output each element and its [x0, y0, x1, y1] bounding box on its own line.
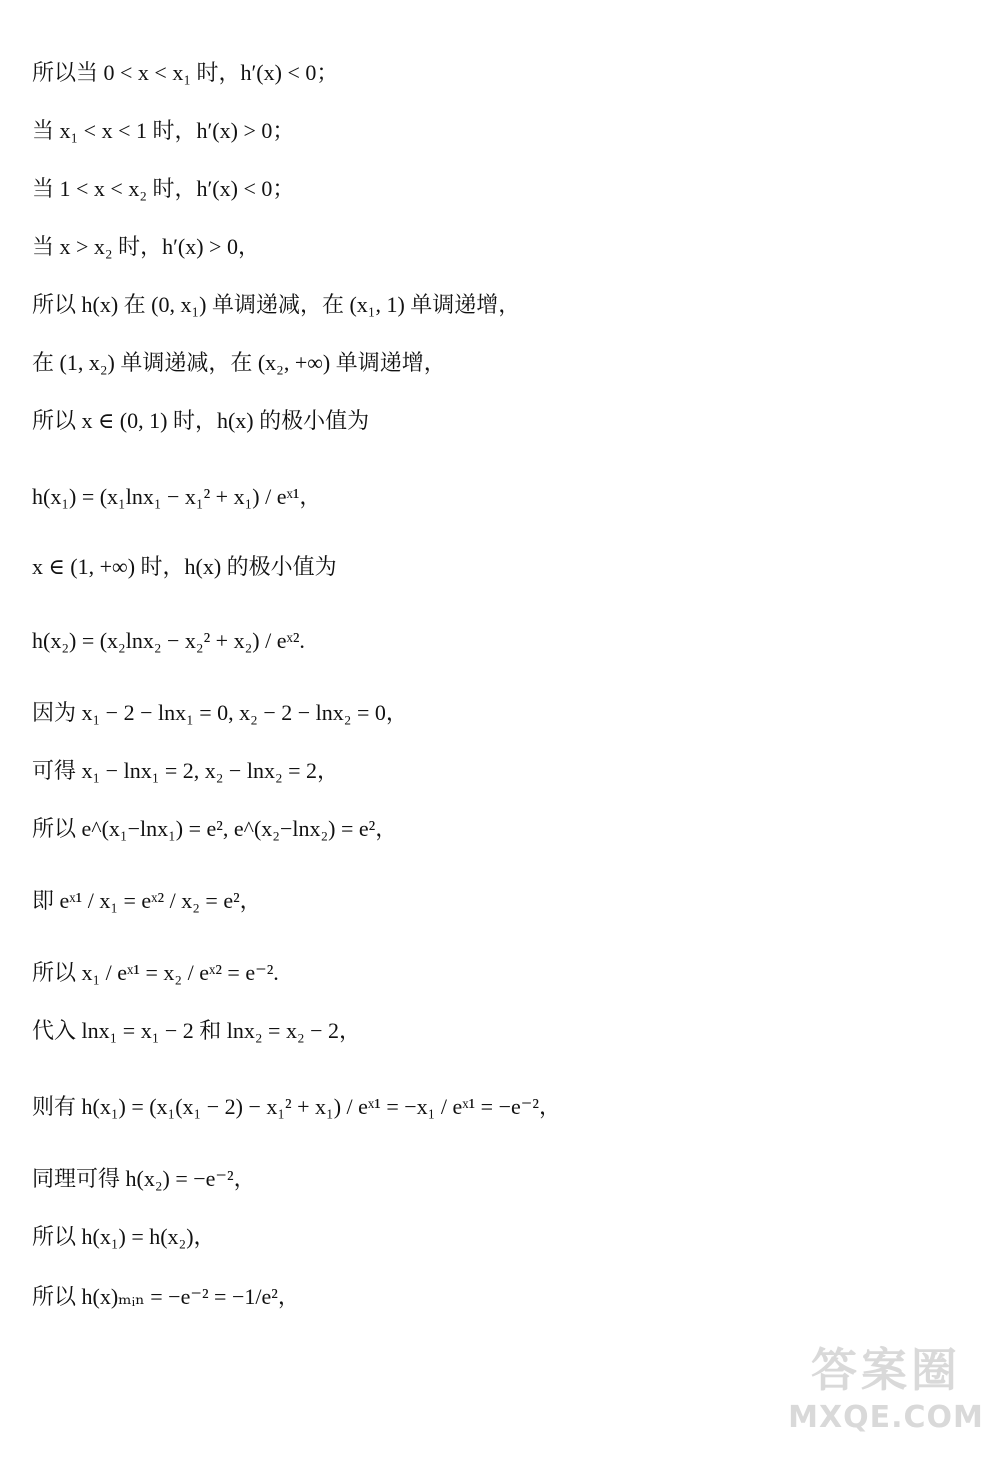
solution-line-4: 当 x > x₂ 时，h′(x) > 0， — [32, 234, 260, 259]
solution-line-11: 因为 x₁ − 2 − lnx₁ = 0, x₂ − 2 − lnx₂ = 0， — [32, 700, 408, 725]
solution-line-7: 所以 x ∈ (0, 1) 时，h(x) 的极小值为 — [32, 408, 370, 433]
solution-line-20: 所以 h(x)ₘᵢₙ = −e⁻² = −1/e²， — [32, 1284, 300, 1309]
solution-line-19: 所以 h(x₁) = h(x₂)， — [32, 1224, 216, 1249]
watermark-url: MXQE.COM — [788, 1400, 984, 1435]
solution-line-12: 可得 x₁ − lnx₁ = 2, x₂ − lnx₂ = 2， — [32, 758, 340, 783]
solution-line-1: 所以当 0 < x < x₁ 时，h′(x) < 0； — [32, 60, 339, 85]
solution-line-5: 所以 h(x) 在 (0, x₁) 单调递减，在 (x₁, 1) 单调递增， — [32, 292, 521, 317]
watermark-logo: 答案圈 — [811, 1343, 961, 1397]
solution-line-2: 当 x₁ < x < 1 时，h′(x) > 0； — [32, 118, 295, 143]
solution-line-16: 代入 lnx₁ = x₁ − 2 和 lnx₂ = x₂ − 2， — [32, 1018, 362, 1043]
solution-line-14: 即 eˣ¹ / x₁ = eˣ² / x₂ = e²， — [32, 888, 262, 913]
solution-line-13: 所以 e^(x₁−lnx₁) = e², e^(x₂−lnx₂) = e²， — [32, 816, 398, 841]
solution-line-18: 同理可得 h(x₂) = −e⁻²， — [32, 1166, 256, 1191]
solution-line-10: h(x₂) = (x₂lnx₂ − x₂² + x₂) / eˣ². — [32, 628, 305, 653]
solution-line-15: 所以 x₁ / eˣ¹ = x₂ / eˣ² = e⁻². — [32, 960, 279, 985]
solution-line-9: x ∈ (1, +∞) 时，h(x) 的极小值为 — [32, 554, 337, 579]
solution-line-8: h(x₁) = (x₁lnx₁ − x₁² + x₁) / eˣ¹， — [32, 484, 322, 509]
site-watermark — [786, 1340, 986, 1450]
solution-line-17: 则有 h(x₁) = (x₁(x₁ − 2) − x₁² + x₁) / eˣ¹ = −x₁ / eˣ¹ = −e⁻²， — [32, 1094, 561, 1119]
solution-line-3: 当 1 < x < x₂ 时，h′(x) < 0； — [32, 176, 295, 201]
solution-line-6: 在 (1, x₂) 单调递减，在 (x₂, +∞) 单调递增， — [32, 350, 446, 375]
